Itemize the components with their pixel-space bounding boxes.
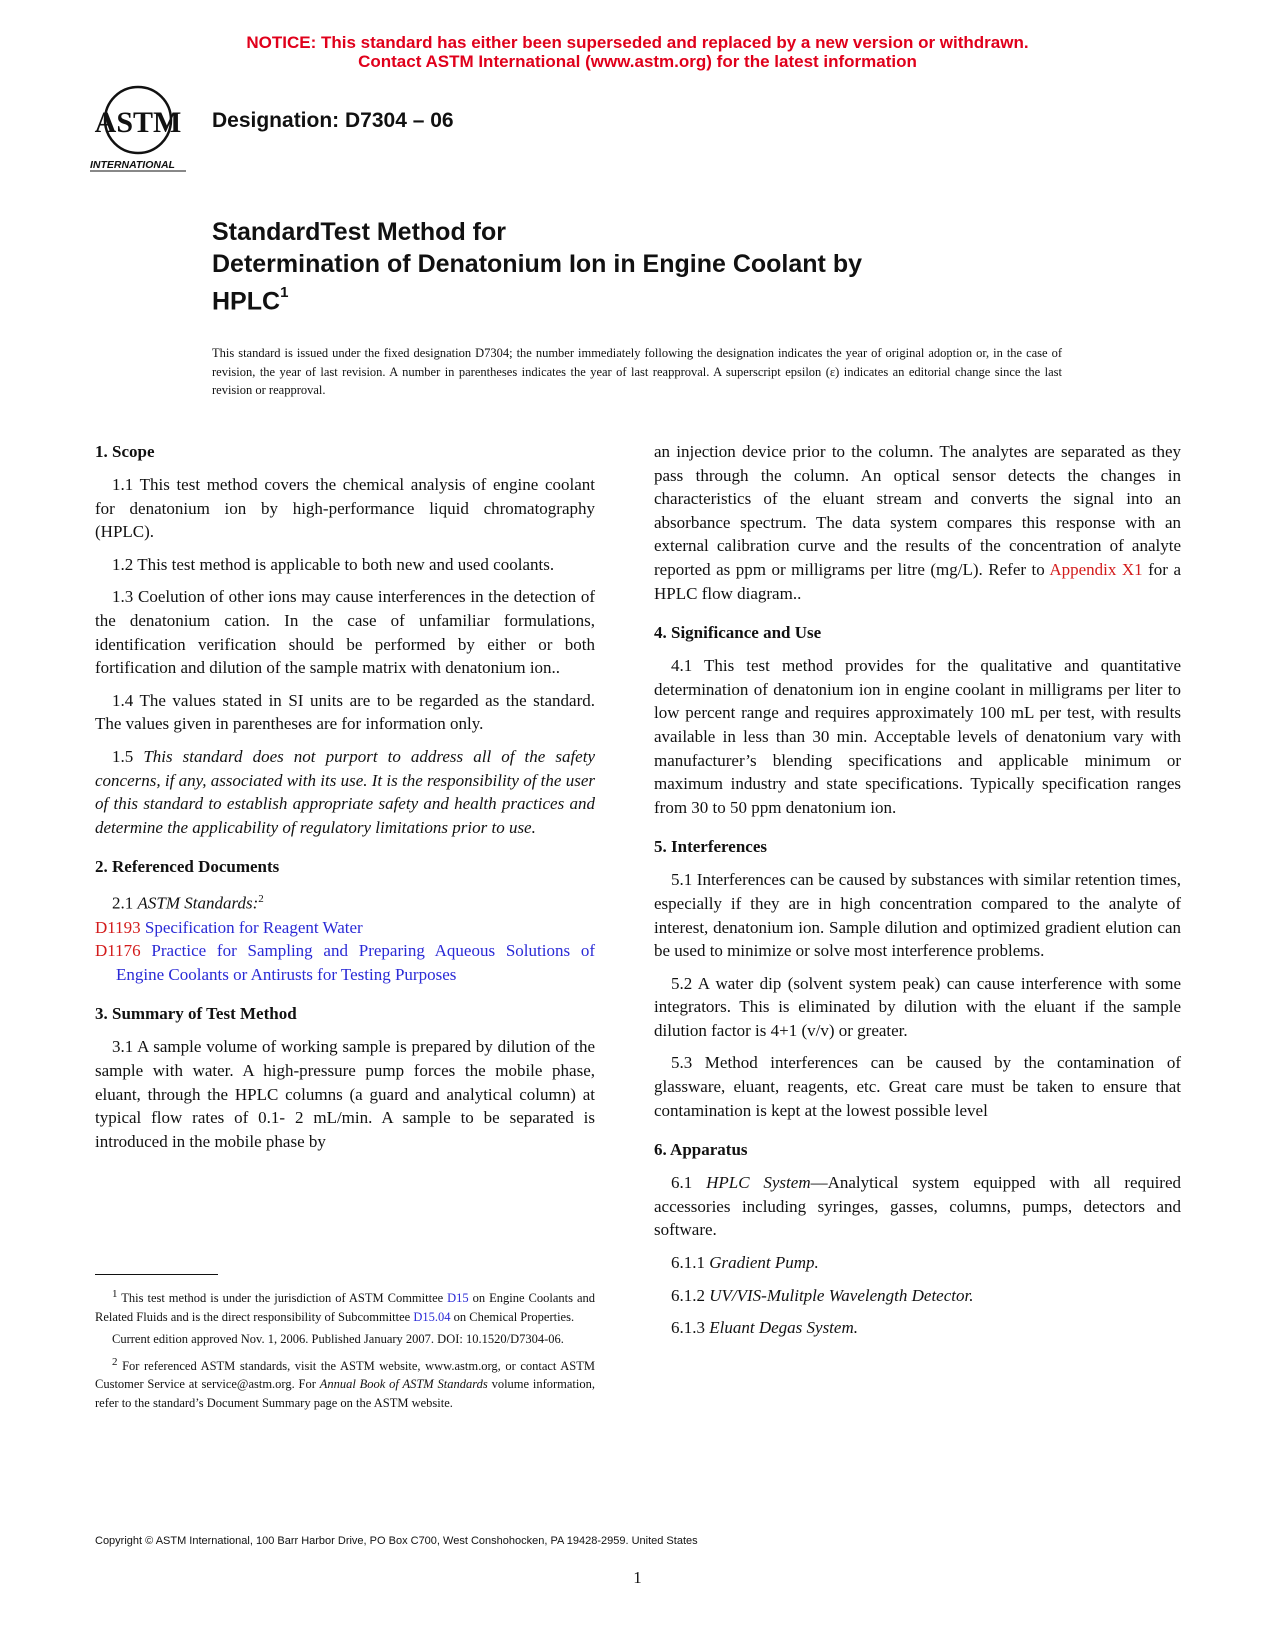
committee-d15-link[interactable]: D15 <box>447 1291 469 1306</box>
para-2-1 <box>95 888 595 915</box>
para-5-1: 5.1 Interferences can be caused by substances with similar retention times, especially if they are in high concentration compared to the analyte of interest, denatonium ion. Sample dilution and optimized gradient elution can be used to minimize or solve most interference problems. <box>654 870 1181 961</box>
notice-line-2: Contact ASTM International (www.astm.org) for the latest information <box>358 52 917 71</box>
para-1-5-text: This standard does not purport to address all of the safety concerns, if any, associated with its use. It is the responsibility of the user of this standard to establish appropriate safety and health practices and determine the applicability of regulatory limitations prior to use. <box>95 746 595 837</box>
right-column <box>654 440 1181 1340</box>
footnote-2-italic: Annual Book of ASTM Standards <box>319 1377 488 1392</box>
para-1-1: 1.1 This test method covers the chemical analysis of engine coolant for denatonium ion by high-performance liquid chromatography (HPLC). <box>95 475 595 542</box>
para-1-5-number: 1.5 <box>112 746 134 766</box>
para-3-1-continued <box>654 440 1181 605</box>
para-3-1-end: for a HPLC flow diagram.. <box>654 559 1182 603</box>
document-title <box>212 216 862 317</box>
item-number: 6.1.1 <box>671 1253 705 1273</box>
para-1-3: 1.3 Coelution of other ions may cause interferences in the detection of the denatonium cation. In the case of unfamiliar formulations, identification verification should be performed by either or both fortification and dilution of the sample matrix with denatonium ion.. <box>95 587 595 678</box>
para-6-1-3 <box>654 1316 1181 1340</box>
heading-referenced-documents: 2. Referenced Documents <box>95 857 280 877</box>
footnote-1 <box>95 1285 595 1326</box>
designation: Designation: D7304 – 06 <box>212 109 454 132</box>
para-6-1-number: 6.1 <box>671 1173 693 1193</box>
item-text: Eluant Degas System. <box>709 1318 858 1338</box>
item-text: Gradient Pump. <box>709 1253 819 1273</box>
title-footnote-mark: 1 <box>280 284 289 301</box>
footnote-2-text-b: volume information, refer to the standard’s Document Summary page on the ASTM website. <box>95 1377 596 1410</box>
para-4-1: 4.1 This test method provides for the qualitative and quantitative determination of denatonium ion in engine coolant in milligrams per liter to low percent range and requires approximately 100 mL per test, with results available in less than 30 min. Acceptable levels of denatonium vary with manufacturer’s blending specifications and applicable minimum or maximum industry and state specifications. Typically specification ranges from 30 to 50 ppm denatonium ion. <box>654 656 1181 817</box>
title-line-1: StandardTest Method for <box>212 218 506 246</box>
reference-code[interactable]: D1176 <box>95 941 141 961</box>
para-5-2: 5.2 A water dip (solvent system peak) can cause interference with some integrators. This is eliminated by dilution with the eluant if the sample dilution factor is 4+1 (v/v) or greater. <box>654 973 1181 1040</box>
heading-scope: 1. Scope <box>95 442 155 461</box>
para-3-1: 3.1 A sample volume of working sample is prepared by dilution of the sample with water. A high-pressure pump forces the mobile phase, eluant, through the HPLC columns (a guard and analytical column) at typical flow rates of 0.1- 2 mL/min. A sample to be separated is introduced in the mobile phase by <box>95 1037 595 1151</box>
para-1-5 <box>95 745 595 839</box>
footnote-2-text-a: For referenced ASTM standards, visit the ASTM website, www.astm.org, or contact ASTM Customer Service at service@astm.org. For <box>95 1358 596 1392</box>
item-number: 6.1.3 <box>671 1318 705 1338</box>
supersede-notice <box>0 33 1275 71</box>
preamble: This standard is issued under the fixed designation D7304; the number immediately following the designation indicates the year of original adoption or, in the case of revision, the year of last revision. A number in parentheses indicates the year of last reapproval. A superscript epsilon (ε) indicates an editorial change since the last revision or reapproval. <box>212 346 1062 397</box>
heading-summary: 3. Summary of Test Method <box>95 1004 297 1024</box>
title-line-2: Determination of Denatonium Ion in Engine Coolant by <box>212 250 862 278</box>
para-6-1-term: HPLC System <box>706 1173 811 1193</box>
subcommittee-d15-04-link[interactable]: D15.04 <box>413 1309 451 1324</box>
copyright: Copyright © ASTM International, 100 Barr Harbor Drive, PO Box C700, West Conshohocken, PA 19428-2959. United States <box>95 1535 698 1547</box>
page-number: 1 <box>633 1568 642 1587</box>
logo-caption: INTERNATIONAL <box>90 159 175 171</box>
para-1-4: 1.4 The values stated in SI units are to be regarded as the standard. The values given in parentheses are for information only. <box>95 690 595 734</box>
item-text: UV/VIS-Mulitple Wavelength Detector. <box>709 1285 974 1305</box>
heading-apparatus: 6. Apparatus <box>654 1140 748 1160</box>
reference-d1176[interactable] <box>95 939 595 986</box>
para-6-1 <box>654 1171 1181 1242</box>
footnote-rule <box>95 1274 218 1275</box>
para-1-2: 1.2 This test method is applicable to both new and used coolants. <box>112 554 555 574</box>
left-column <box>95 440 595 1153</box>
para-3-1-continued-text: an injection device prior to the column. The analytes are separated as they pass through the column. An optical sensor detects the changes in characteristics of the eluant stream and converts the signal into an absorbance spectrum. The data system compares this response with an external calibration curve and the results of the concentration of analyte reported as ppm or milligrams per litre (mg/L). Refer to <box>654 442 1181 579</box>
para-6-1-2 <box>654 1284 1181 1308</box>
footnote-1-edition: Current edition approved Nov. 1, 2006. Published January 2007. DOI: 10.1520/D7304-06. <box>112 1332 564 1347</box>
appendix-x1-link[interactable]: Appendix X1 <box>1049 559 1143 579</box>
title-line-3: HPLC <box>212 287 281 316</box>
reference-d1193[interactable] <box>95 916 595 940</box>
footnote-1-mark: 1 <box>112 1288 118 1300</box>
para-2-1-footnote-mark: 2 <box>258 893 264 906</box>
item-number: 6.1.2 <box>671 1285 705 1305</box>
para-2-1-number: 2.1 <box>112 893 134 913</box>
footnote-1-text-c: on Chemical Properties. <box>453 1309 575 1324</box>
para-6-1-text: —Analytical system equipped with all required accessories including syringes, gasses, columns, pumps, detectors and software. <box>654 1173 1181 1240</box>
heading-significance: 4. Significance and Use <box>654 623 822 643</box>
astm-logo <box>90 82 200 174</box>
para-2-1-text: ASTM Standards: <box>137 893 259 913</box>
footnotes <box>95 1285 595 1412</box>
footnote-2-mark: 2 <box>112 1355 118 1368</box>
logo-letters: ASTM <box>94 106 182 139</box>
notice-line-1: NOTICE: This standard has either been superseded and replaced by a new version or withdrawn. <box>246 33 1029 52</box>
footnote-1-text-a: This test method is under the jurisdiction of ASTM Committee <box>121 1291 444 1306</box>
reference-code[interactable]: D1193 <box>95 917 141 937</box>
para-6-1-1 <box>654 1251 1181 1275</box>
para-5-3: 5.3 Method interferences can be caused by the contamination of glassware, eluant, reagents, etc. Great care must be taken to ensure that contamination is kept at the lowest possible level <box>654 1053 1181 1120</box>
footnote-1-text-b: on Engine Coolants and Related Fluids and is the direct responsibility of Subcommittee <box>95 1291 596 1324</box>
reference-title[interactable]: Specification for Reagent Water <box>144 917 363 937</box>
reference-title[interactable]: Practice for Sampling and Preparing Aqueous Solutions of Engine Coolants or Antirusts for Testing Purposes <box>116 941 595 984</box>
heading-interferences: 5. Interferences <box>654 837 767 857</box>
footnote-2 <box>95 1353 595 1413</box>
